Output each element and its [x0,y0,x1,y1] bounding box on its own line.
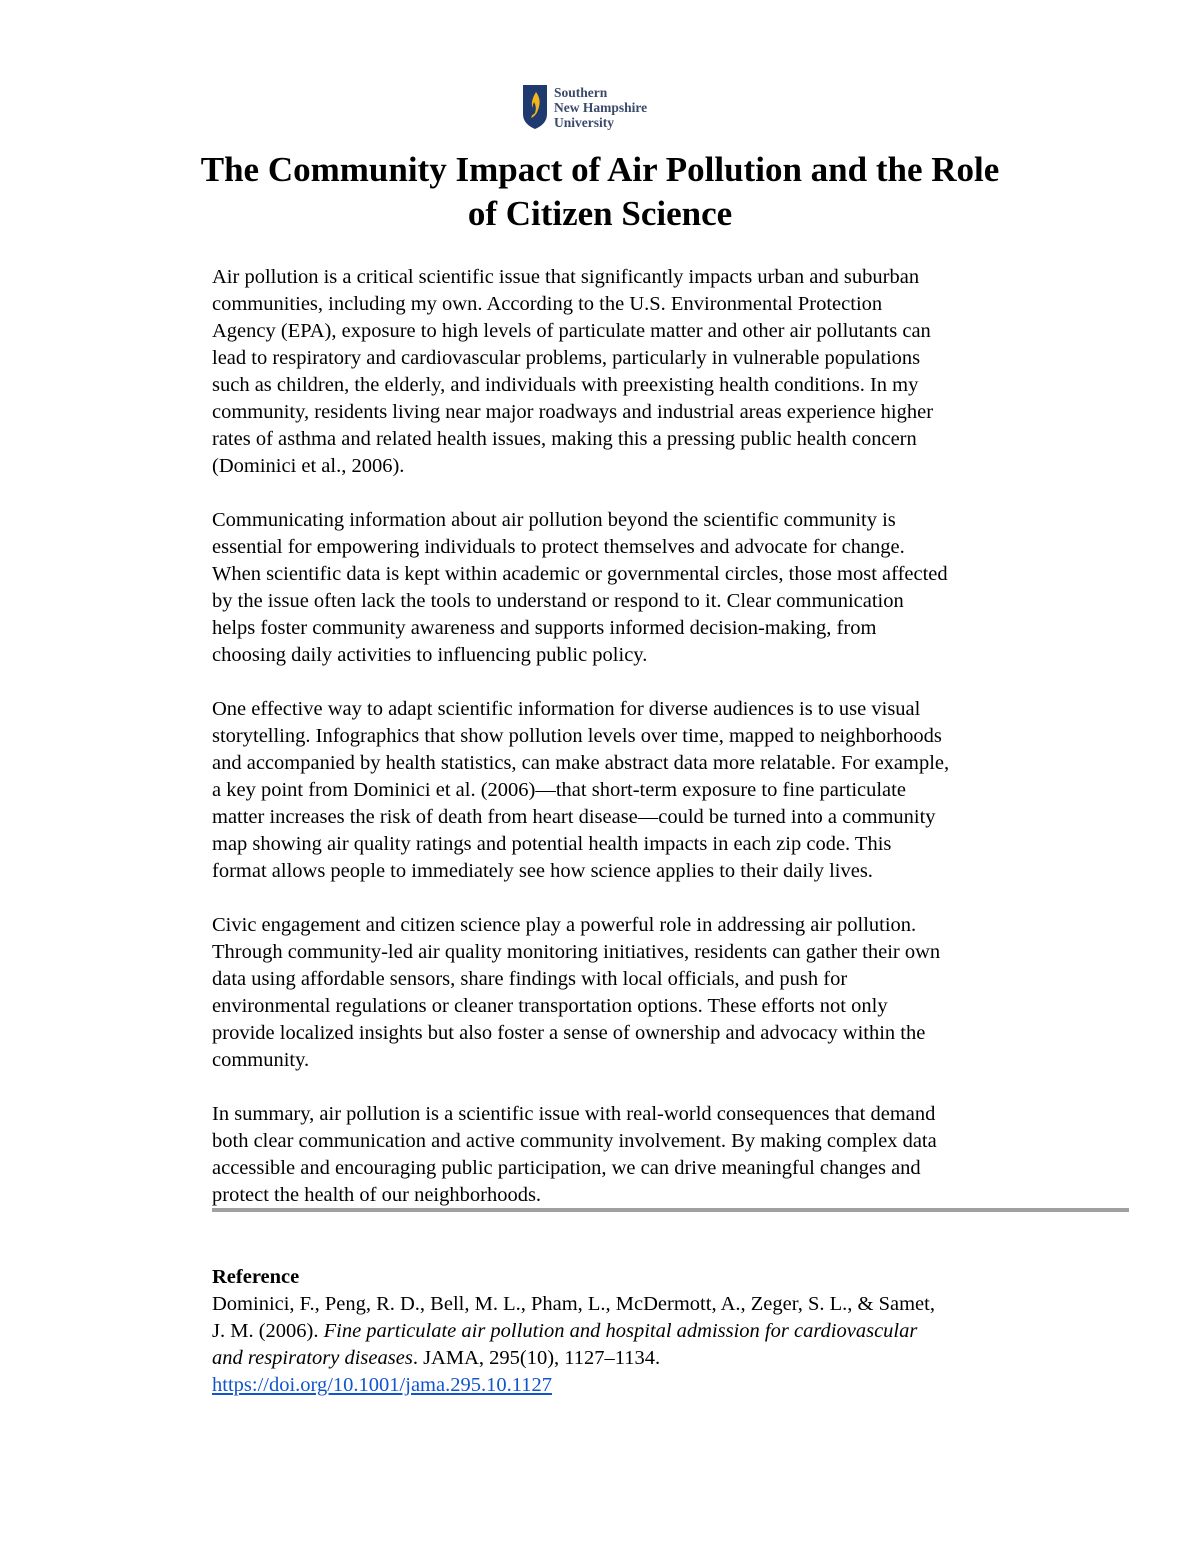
text-line: by the issue often lack the tools to understand or respond to it. Clear communication [212,590,904,612]
text-line: accessible and encouraging public participation, we can drive meaningful changes and [212,1157,921,1179]
title-line-2: of Citizen Science [467,194,733,233]
doi-link[interactable]: https://doi.org/10.1001/jama.295.10.1127 [212,1374,552,1396]
page-title [100,148,1100,236]
logo-line-3: University [554,115,614,130]
text-line: such as children, the elderly, and individuals with preexisting health conditions. In my [212,374,919,396]
text-line: environmental regulations or cleaner transportation options. These efforts not only [212,995,888,1017]
reference-line-3 [212,1345,1112,1372]
text-line: Civic engagement and citizen science play a powerful role in addressing air pollution. [212,914,917,936]
reference-journal: . JAMA, 295(10), 1127–1134. [412,1347,661,1369]
reference-year: J. M. (2006). [212,1320,324,1342]
logo-wordmark [554,85,647,130]
text-line: Through community-led air quality monitoring initiatives, residents can gather their own [212,941,941,963]
text-line: data using affordable sensors, share findings with local officials, and push for [212,968,848,990]
reference-heading: Reference [212,1266,300,1288]
text-line: both clear communication and active community involvement. By making complex data [212,1130,937,1152]
text-line: matter increases the risk of death from heart disease—could be turned into a community [212,806,936,828]
text-line: map showing air quality ratings and potential health impacts in each zip code. This [212,833,892,855]
text-line: protect the health of our neighborhoods. [212,1184,542,1206]
horizontal-divider [212,1208,1129,1212]
reference-line-2 [212,1318,1112,1345]
text-line: rates of asthma and related health issues, making this a pressing public health concern [212,428,917,450]
reference-title-part-1: Fine particulate air pollution and hospital admission for cardiovascular [323,1320,918,1342]
text-line: Communicating information about air pollution beyond the scientific community is [212,509,896,531]
shield-flame-icon [522,84,548,130]
essay-body [212,264,1092,1209]
paragraph-visual-storytelling [212,696,1092,885]
text-line: When scientific data is kept within academic or governmental circles, those most affected [212,563,948,585]
text-line: communities, including my own. According to the U.S. Environmental Protection [212,293,883,315]
text-line: helps foster community awareness and supports informed decision-making, from [212,617,877,639]
title-line-1: The Community Impact of Air Pollution and the Role [200,150,1000,189]
text-line: Agency (EPA), exposure to high levels of particulate matter and other air pollutants can [212,320,931,342]
paragraph-civic-engagement [212,912,1092,1074]
text-line: (Dominici et al., 2006). [212,455,405,477]
text-line: In summary, air pollution is a scientific issue with real-world consequences that demand [212,1103,936,1125]
reference-authors: Dominici, F., Peng, R. D., Bell, M. L., Pham, L., McDermott, A., Zeger, S. L., & Samet, [212,1293,935,1315]
text-line: Air pollution is a critical scientific issue that significantly impacts urban and suburban [212,266,920,288]
reference-link-line [212,1372,1112,1399]
text-line: and accompanied by health statistics, can make abstract data more relatable. For example, [212,752,950,774]
text-line: storytelling. Infographics that show pollution levels over time, mapped to neighborhoods [212,725,942,747]
text-line: provide localized insights but also foster a sense of ownership and advocacy within the [212,1022,926,1044]
logo-line-1: Southern [554,85,608,100]
text-line: lead to respiratory and cardiovascular problems, particularly in vulnerable populations [212,347,921,369]
text-line: a key point from Dominici et al. (2006)—that short-term exposure to fine particulate [212,779,906,801]
paragraph-introduction [212,264,1092,480]
text-line: community. [212,1049,310,1071]
reference-title-part-2: and respiratory diseases [212,1347,413,1369]
text-line: choosing daily activities to influencing public policy. [212,644,648,666]
text-line: format allows people to immediately see how science applies to their daily lives. [212,860,873,882]
reference-section [212,1264,1112,1399]
text-line: essential for empowering individuals to protect themselves and advocate for change. [212,536,905,558]
text-line: community, residents living near major roadways and industrial areas experience higher [212,401,934,423]
university-logo [522,84,722,134]
paragraph-summary [212,1101,1092,1209]
text-line: One effective way to adapt scientific information for diverse audiences is to use visual [212,698,921,720]
paragraph-communication [212,507,1092,669]
logo-line-2: New Hampshire [554,100,648,115]
